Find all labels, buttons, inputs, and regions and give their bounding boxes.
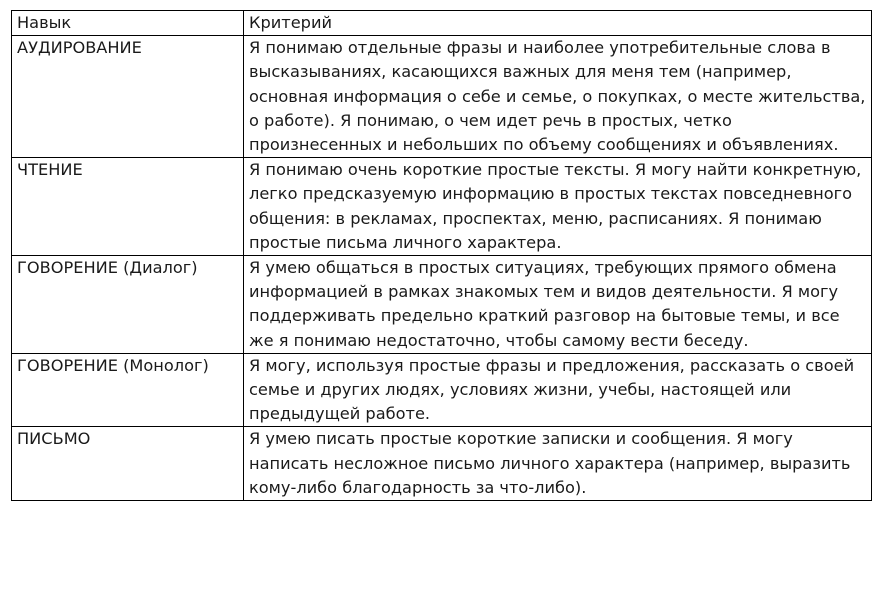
criterion-cell: Я умею писать простые короткие записки и сообщения. Я могу написать несложное письмо личного характера (например, выразить кому-либо благодарность за что-либо). [244, 427, 872, 501]
table-row [12, 353, 872, 427]
criterion-cell: Я могу, используя простые фразы и предложения, рассказать о своей семье и других людях, условиях жизни, учебы, настоящей или предыдущей работе. [244, 353, 872, 427]
table-header-row [12, 11, 872, 36]
table-row [12, 158, 872, 256]
skill-cell: ГОВОРЕНИЕ (Монолог) [12, 353, 244, 427]
criterion-cell: Я умею общаться в простых ситуациях, требующих прямого обмена информацией в рамках знакомых тем и видов деятельности. Я могу поддерживать предельно краткий разговор на бытовые темы, и все же я понимаю недостаточно, чтобы самому вести беседу. [244, 256, 872, 354]
skills-criteria-table [11, 10, 872, 501]
skill-cell: ЧТЕНИЕ [12, 158, 244, 256]
header-skill: Навык [12, 11, 244, 36]
table-row [12, 427, 872, 501]
criterion-cell: Я понимаю очень короткие простые тексты. Я могу найти конкретную, легко предсказуемую информацию в простых текстах повседневного общения: в рекламах, проспектах, меню, расписаниях. Я понимаю простые письма личного характера. [244, 158, 872, 256]
table-row [12, 36, 872, 158]
header-criterion: Критерий [244, 11, 872, 36]
skill-cell: ПИСЬМО [12, 427, 244, 501]
table-row [12, 256, 872, 354]
skill-cell: ГОВОРЕНИЕ (Диалог) [12, 256, 244, 354]
criterion-cell: Я понимаю отдельные фразы и наиболее употребительные слова в высказываниях, касающихся важных для меня тем (например, основная информация о себе и семье, о покупках, о месте жительства, о работе). Я понимаю, о чем идет речь в простых, четко произнесенных и небольших по объему сообщениях и объявлениях. [244, 36, 872, 158]
skill-cell: АУДИРОВАНИЕ [12, 36, 244, 158]
